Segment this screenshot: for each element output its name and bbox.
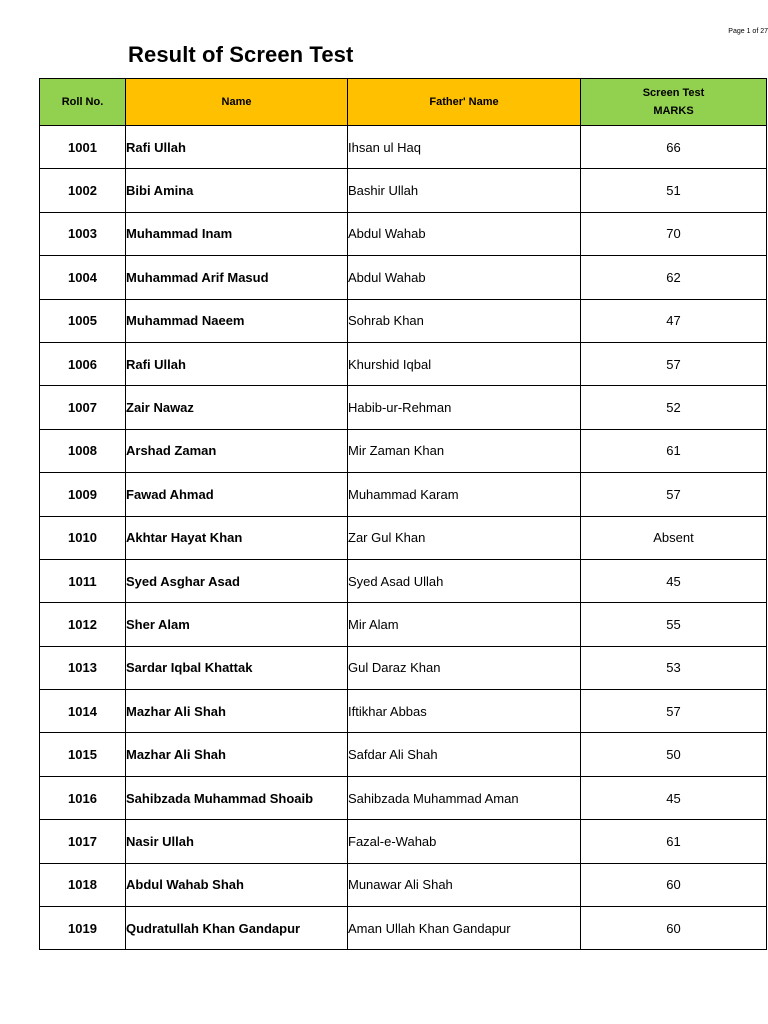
table-row xyxy=(40,776,767,819)
table-row xyxy=(40,907,767,950)
table-row xyxy=(40,646,767,689)
table-row xyxy=(40,559,767,602)
name-cell: Mazhar Ali Shah xyxy=(126,690,348,733)
header-name: Name xyxy=(126,79,348,126)
results-table xyxy=(39,78,767,950)
roll-no-cell: 1019 xyxy=(40,907,126,950)
table-row xyxy=(40,169,767,212)
page-title: Result of Screen Test xyxy=(128,42,354,67)
marks-cell: 61 xyxy=(581,820,767,863)
roll-no-cell: 1014 xyxy=(40,690,126,733)
father-name-cell: Khurshid Iqbal xyxy=(348,342,581,385)
roll-no-cell: 1013 xyxy=(40,646,126,689)
marks-cell: 57 xyxy=(581,342,767,385)
table-row xyxy=(40,603,767,646)
header-father-name: Father' Name xyxy=(348,79,581,126)
father-name-cell: Iftikhar Abbas xyxy=(348,690,581,733)
name-cell: Sahibzada Muhammad Shoaib xyxy=(126,776,348,819)
table-row xyxy=(40,863,767,906)
table-row xyxy=(40,126,767,169)
header-row xyxy=(40,79,767,126)
father-name-cell: Sahibzada Muhammad Aman xyxy=(348,776,581,819)
father-name-cell: Gul Daraz Khan xyxy=(348,646,581,689)
marks-cell: 60 xyxy=(581,863,767,906)
table-row xyxy=(40,820,767,863)
father-name-cell: Mir Alam xyxy=(348,603,581,646)
roll-no-cell: 1007 xyxy=(40,386,126,429)
father-name-cell: Fazal-e-Wahab xyxy=(348,820,581,863)
father-name-cell: Habib-ur-Rehman xyxy=(348,386,581,429)
table-row xyxy=(40,733,767,776)
marks-cell: 52 xyxy=(581,386,767,429)
father-name-cell: Muhammad Karam xyxy=(348,473,581,516)
marks-cell: 57 xyxy=(581,690,767,733)
marks-cell: 55 xyxy=(581,603,767,646)
father-name-cell: Zar Gul Khan xyxy=(348,516,581,559)
roll-no-cell: 1011 xyxy=(40,559,126,602)
father-name-cell: Abdul Wahab xyxy=(348,212,581,255)
name-cell: Qudratullah Khan Gandapur xyxy=(126,907,348,950)
name-cell: Nasir Ullah xyxy=(126,820,348,863)
name-cell: Bibi Amina xyxy=(126,169,348,212)
roll-no-cell: 1015 xyxy=(40,733,126,776)
roll-no-cell: 1010 xyxy=(40,516,126,559)
table-row xyxy=(40,429,767,472)
name-cell: Mazhar Ali Shah xyxy=(126,733,348,776)
table-row xyxy=(40,299,767,342)
father-name-cell: Bashir Ullah xyxy=(348,169,581,212)
roll-no-cell: 1001 xyxy=(40,126,126,169)
header-marks-line2: MARKS xyxy=(653,105,694,117)
roll-no-cell: 1006 xyxy=(40,342,126,385)
name-cell: Syed Asghar Asad xyxy=(126,559,348,602)
marks-cell: 62 xyxy=(581,256,767,299)
table-row xyxy=(40,342,767,385)
marks-cell: 51 xyxy=(581,169,767,212)
page-number: Page 1 of 27 xyxy=(728,28,768,35)
roll-no-cell: 1002 xyxy=(40,169,126,212)
roll-no-cell: 1005 xyxy=(40,299,126,342)
table-row xyxy=(40,690,767,733)
father-name-cell: Abdul Wahab xyxy=(348,256,581,299)
name-cell: Rafi Ullah xyxy=(126,342,348,385)
marks-cell: 45 xyxy=(581,776,767,819)
header-roll-no: Roll No. xyxy=(40,79,126,126)
roll-no-cell: 1017 xyxy=(40,820,126,863)
marks-cell: 53 xyxy=(581,646,767,689)
name-cell: Abdul Wahab Shah xyxy=(126,863,348,906)
table-row xyxy=(40,516,767,559)
marks-cell: 57 xyxy=(581,473,767,516)
marks-cell: 60 xyxy=(581,907,767,950)
father-name-cell: Safdar Ali Shah xyxy=(348,733,581,776)
name-cell: Muhammad Arif Masud xyxy=(126,256,348,299)
name-cell: Zair Nawaz xyxy=(126,386,348,429)
father-name-cell: Syed Asad Ullah xyxy=(348,559,581,602)
marks-cell: 45 xyxy=(581,559,767,602)
name-cell: Rafi Ullah xyxy=(126,126,348,169)
father-name-cell: Ihsan ul Haq xyxy=(348,126,581,169)
father-name-cell: Mir Zaman Khan xyxy=(348,429,581,472)
name-cell: Sher Alam xyxy=(126,603,348,646)
table-row xyxy=(40,212,767,255)
father-name-cell: Aman Ullah Khan Gandapur xyxy=(348,907,581,950)
header-marks-line1: Screen Test xyxy=(642,87,705,99)
name-cell: Muhammad Naeem xyxy=(126,299,348,342)
father-name-cell: Sohrab Khan xyxy=(348,299,581,342)
roll-no-cell: 1004 xyxy=(40,256,126,299)
marks-cell: 50 xyxy=(581,733,767,776)
name-cell: Fawad Ahmad xyxy=(126,473,348,516)
table-row xyxy=(40,386,767,429)
results-table-body xyxy=(40,126,767,950)
marks-cell: 47 xyxy=(581,299,767,342)
table-row xyxy=(40,256,767,299)
roll-no-cell: 1003 xyxy=(40,212,126,255)
name-cell: Muhammad Inam xyxy=(126,212,348,255)
roll-no-cell: 1009 xyxy=(40,473,126,516)
roll-no-cell: 1018 xyxy=(40,863,126,906)
marks-cell: 70 xyxy=(581,212,767,255)
marks-cell: 66 xyxy=(581,126,767,169)
name-cell: Akhtar Hayat Khan xyxy=(126,516,348,559)
roll-no-cell: 1008 xyxy=(40,429,126,472)
marks-cell: Absent xyxy=(581,516,767,559)
results-table-header xyxy=(40,79,767,126)
roll-no-cell: 1016 xyxy=(40,776,126,819)
table-row xyxy=(40,473,767,516)
header-screen-test-marks xyxy=(581,79,767,126)
father-name-cell: Munawar Ali Shah xyxy=(348,863,581,906)
name-cell: Sardar Iqbal Khattak xyxy=(126,646,348,689)
marks-cell: 61 xyxy=(581,429,767,472)
name-cell: Arshad Zaman xyxy=(126,429,348,472)
roll-no-cell: 1012 xyxy=(40,603,126,646)
